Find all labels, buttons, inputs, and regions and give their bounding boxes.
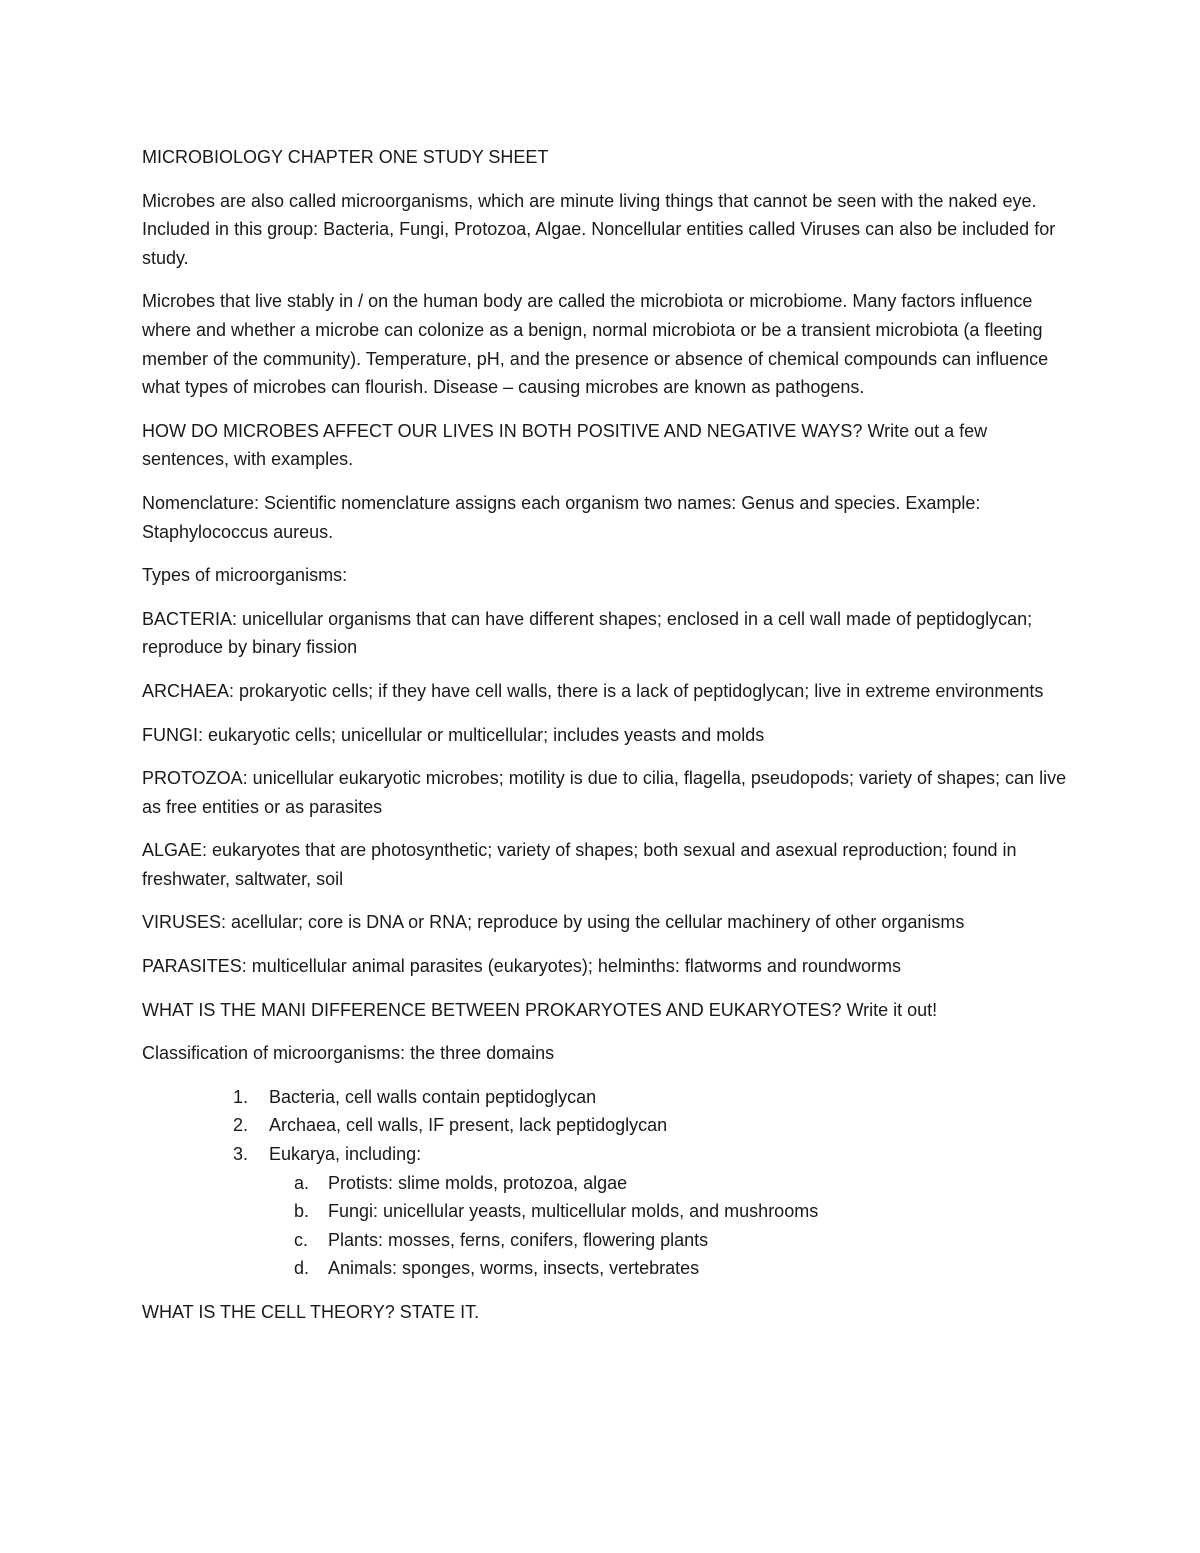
list-item-text: Archaea, cell walls, IF present, lack peptidoglycan bbox=[269, 1115, 668, 1136]
paragraph-microbes-intro: Microbes are also called microorganisms, which are minute living things that cannot be seen with the naked eye. Included in this group: Bacteria, Fungi, Protozoa, Algae. Noncellular entities called Viruses can also be included for study. bbox=[142, 190, 1056, 268]
document-title: MICROBIOLOGY CHAPTER ONE STUDY SHEET bbox=[142, 147, 549, 167]
sublist-item bbox=[142, 1169, 1072, 1198]
paragraph-microbiota: Microbes that live stably in / on the human body are called the microbiota or microbiome. Many factors influence where and whether a microbe can colonize as a benign, normal microbiota or be a transient microbiota (a fleeting member of the community). Temperature, pH, and the presence or absence of chemical compounds can influence what types of microbes can flourish. Disease – causing microbes are known as pathogens. bbox=[142, 291, 1049, 398]
sublist-item-text: Animals: sponges, worms, insects, vertebrates bbox=[328, 1258, 700, 1279]
heading-classification: Classification of microorganisms: the three domains bbox=[142, 1043, 555, 1064]
sublist-item-text: Protists: slime molds, protozoa, algae bbox=[328, 1172, 628, 1193]
paragraph-viruses: VIRUSES: acellular; core is DNA or RNA; reproduce by using the cellular machinery of other organisms bbox=[142, 912, 965, 933]
sublist-item bbox=[142, 1197, 1072, 1226]
question-microbes-affect-lives: HOW DO MICROBES AFFECT OUR LIVES IN BOTH POSITIVE AND NEGATIVE WAYS? Write out a few sentences, with examples. bbox=[142, 420, 988, 470]
list-item-text: Eukarya, including: bbox=[269, 1144, 422, 1165]
paragraph-bacteria: BACTERIA: unicellular organisms that can have different shapes; enclosed in a cell wall made of peptidoglycan; reproduce by binary fission bbox=[142, 608, 1033, 658]
paragraph-nomenclature: Nomenclature: Scientific nomenclature assigns each organism two names: Genus and species. Example: Staphylococcus aureus. bbox=[142, 492, 981, 542]
list-number: 2. bbox=[233, 1115, 249, 1136]
sublist-item-text: Plants: mosses, ferns, conifers, flowering plants bbox=[328, 1229, 709, 1250]
paragraph-archaea: ARCHAEA: prokaryotic cells; if they have cell walls, there is a lack of peptidoglycan; live in extreme environments bbox=[142, 680, 1044, 701]
question-cell-theory: WHAT IS THE CELL THEORY? STATE IT. bbox=[142, 1302, 480, 1322]
sublist-letter: a. bbox=[294, 1172, 310, 1193]
sublist-item-text: Fungi: unicellular yeasts, multicellular molds, and mushrooms bbox=[328, 1201, 819, 1222]
sublist-item bbox=[142, 1254, 1072, 1283]
paragraph-parasites: PARASITES: multicellular animal parasites (eukaryotes); helminths: flatworms and roundworms bbox=[142, 956, 901, 977]
question-prokaryotes-eukaryotes: WHAT IS THE MANI DIFFERENCE BETWEEN PROKARYOTES AND EUKARYOTES? Write it out! bbox=[142, 999, 938, 1020]
paragraph-algae: ALGAE: eukaryotes that are photosynthetic; variety of shapes; both sexual and asexual reproduction; found in freshwater, saltwater, soil bbox=[142, 840, 1017, 889]
paragraph-fungi: FUNGI: eukaryotic cells; unicellular or multicellular; includes yeasts and molds bbox=[142, 724, 765, 745]
list-item bbox=[142, 1140, 1072, 1169]
paragraph-protozoa: PROTOZOA: unicellular eukaryotic microbes; motility is due to cilia, flagella, pseudopods; variety of shapes; can live as free entities or as parasites bbox=[142, 768, 1067, 817]
sublist-letter: c. bbox=[294, 1229, 309, 1250]
sublist-letter: d. bbox=[294, 1258, 310, 1279]
list-number: 3. bbox=[233, 1144, 249, 1165]
document-body bbox=[142, 143, 1072, 1342]
sublist-item bbox=[142, 1226, 1072, 1255]
heading-types-of-microorganisms: Types of microorganisms: bbox=[142, 565, 348, 586]
list-item bbox=[142, 1111, 1072, 1140]
list-item bbox=[142, 1083, 1072, 1112]
list-number: 1. bbox=[233, 1086, 249, 1107]
list-item-text: Bacteria, cell walls contain peptidoglycan bbox=[269, 1086, 597, 1107]
sublist-letter: b. bbox=[294, 1201, 310, 1222]
domains-list bbox=[142, 1083, 1072, 1283]
